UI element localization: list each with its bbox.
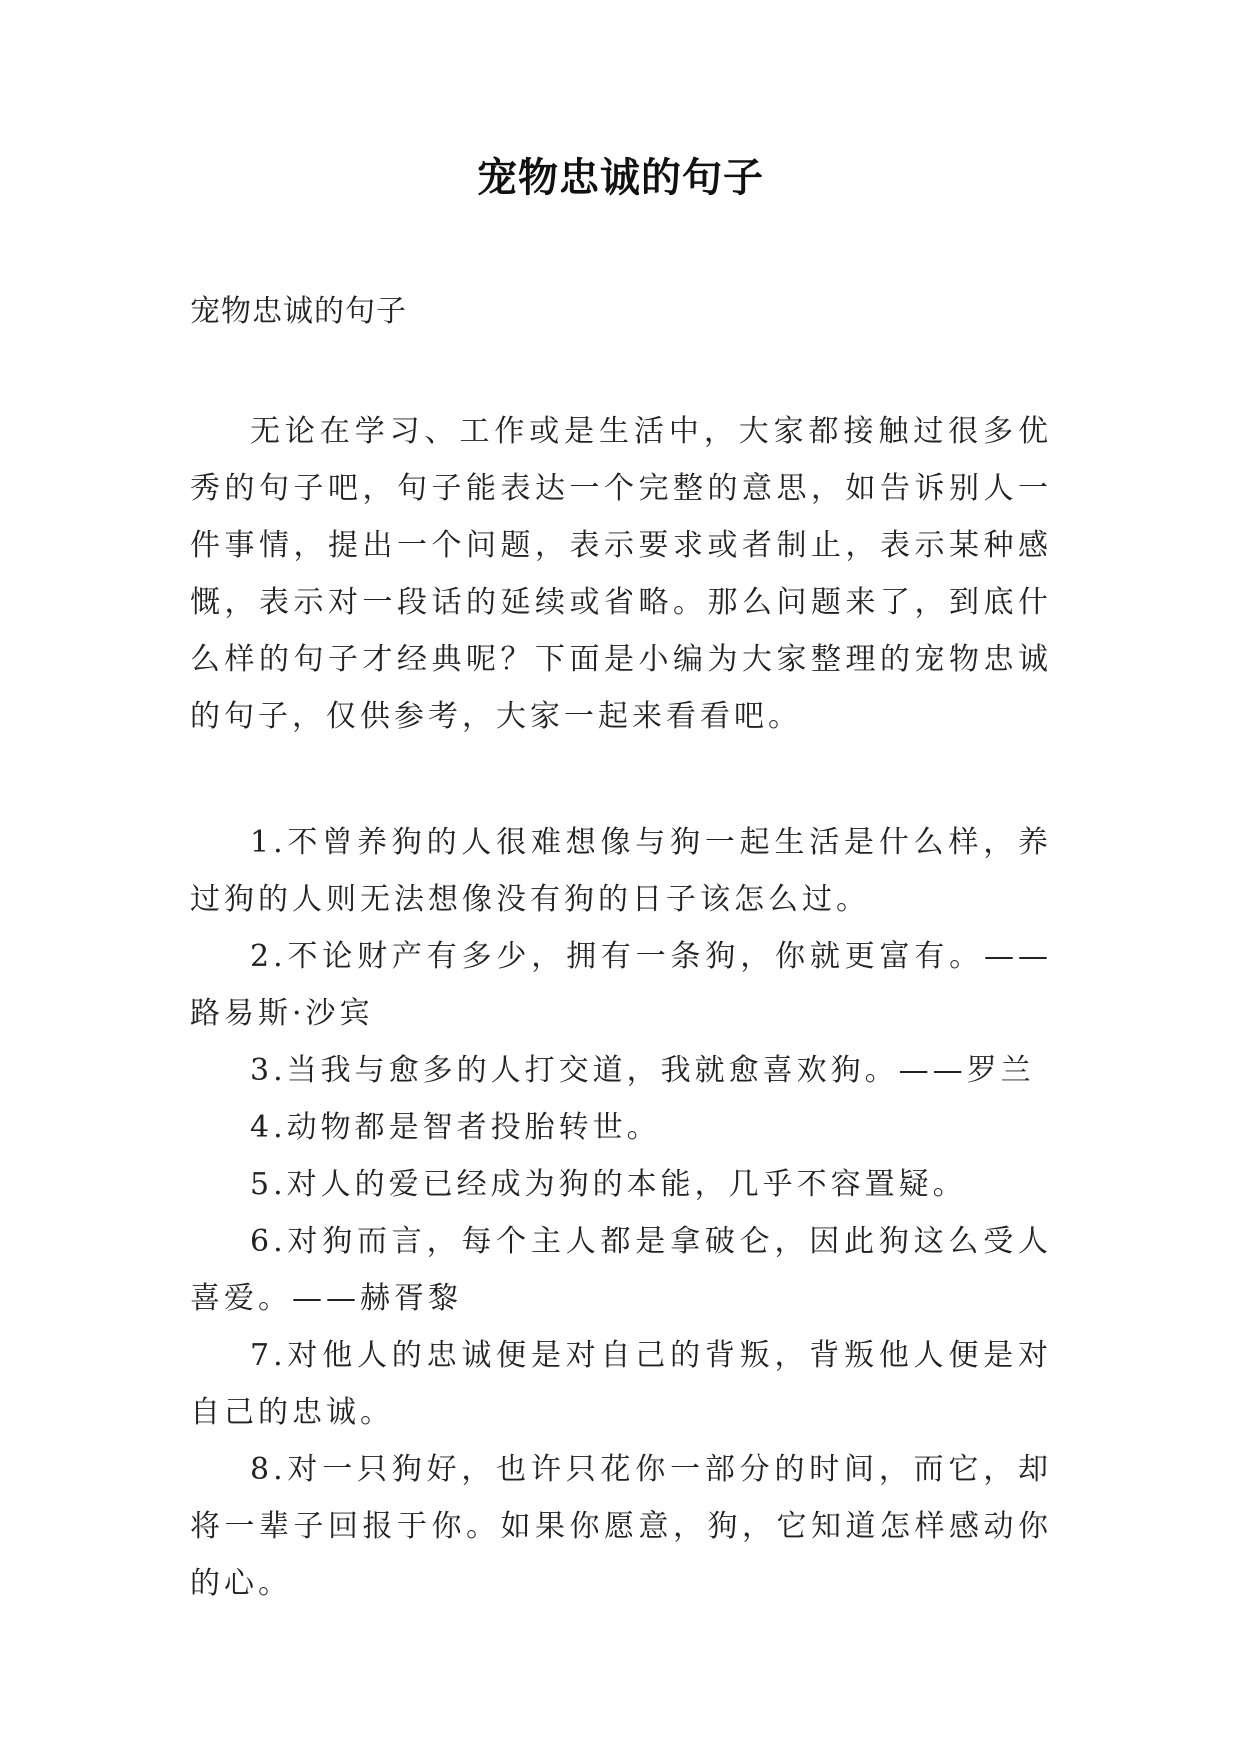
list-item: 4.动物都是智者投胎转世。 bbox=[250, 1110, 661, 1145]
list-item: 7.对他人的忠诚便是对自己的背叛，背叛他人便是对自己的忠诚。 bbox=[190, 1338, 1052, 1430]
intro-paragraph: 无论在学习、工作或是生活中，大家都接触过很多优秀的句子吧，句子能表达一个完整的意思，如告诉别人一件事情，提出一个问题，表示要求或者制止，表示某种感慨，表示对一段话的延续或省略。那么问题来了，到底什么样的句子才经典呢？下面是小编为大家整理的宠物忠诚的句子，仅供参考，大家一起来看看吧。 bbox=[190, 414, 1052, 734]
document-title: 宠物忠诚的句子 bbox=[477, 154, 764, 201]
list-item: 2.不论财产有多少，拥有一条狗，你就更富有。——路易斯·沙宾 bbox=[190, 939, 1052, 1031]
list-item: 1.不曾养狗的人很难想像与狗一起生活是什么样，养过狗的人则无法想像没有狗的日子该怎么过。 bbox=[190, 825, 1052, 917]
intro-section bbox=[190, 403, 1052, 745]
sentence-list bbox=[190, 814, 1052, 1612]
list-item: 3.当我与愈多的人打交道，我就愈喜欢狗。——罗兰 bbox=[250, 1053, 1035, 1088]
document-subtitle: 宠物忠诚的句子 bbox=[190, 294, 407, 329]
list-item: 8.对一只狗好，也许只花你一部分的时间，而它，却将一辈子回报于你。如果你愿意，狗，它知道怎样感动你的心。 bbox=[190, 1452, 1052, 1601]
list-item: 6.对狗而言，每个主人都是拿破仑，因此狗这么受人喜爱。——赫胥黎 bbox=[190, 1224, 1052, 1316]
list-item: 5.对人的爱已经成为狗的本能，几乎不容置疑。 bbox=[250, 1167, 967, 1202]
